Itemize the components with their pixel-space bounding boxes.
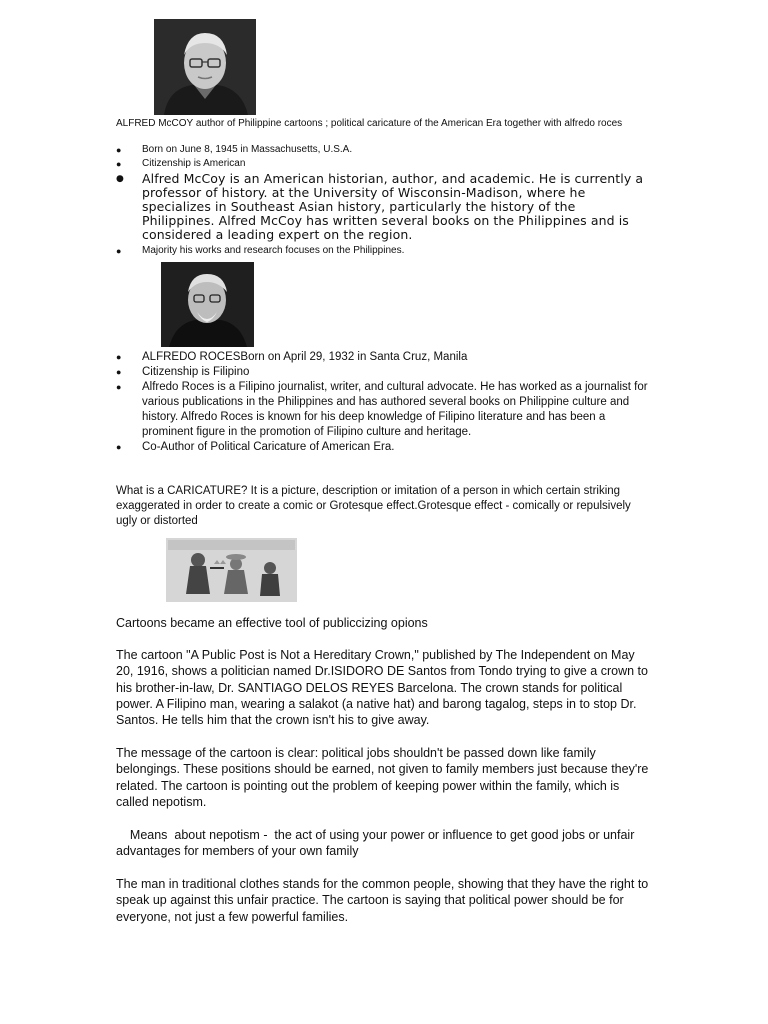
list-item: ● Co-Author of Political Caricature of American Era. [116,440,652,455]
list-item: ● ALFREDO ROCESBorn on April 29, 1932 in Santa Cruz, Manila [116,350,652,365]
list-item: ● Alfred McCoy is an American historian, author, and academic. He is currently a professor of history. at the University of Wisconsin-Madison, where he specializes in Southeast Asian history, particularly the history of the Philippines. Alfred McCoy has written several books on the Philippines and is considered a leading expert on the region. [116,172,646,242]
cartoon-image [166,538,297,602]
list-item: ● Majority his works and research focuses on the Philippines. [116,245,646,257]
cartoon-paragraph: The message of the cartoon is clear: political jobs shouldn't be passed down like family belongings. These positions should be earned, not given to family members just because they're related. The cartoon is pointing out the problem of keeping power within the family, which is called nepotism. [116,746,649,809]
caricature-definition: What is a CARICATURE? It is a picture, description or imitation of a person in which certain striking exaggerated in order to create a comic or Grotesque effect.Grotesque effect - comically or repulsively ugly or distorted [116,485,631,527]
nepotism-definition: Means about nepotism - the act of using your power or influence to get good jobs or unfair advantages for members of your own family [116,828,638,859]
cartoon-caption: Cartoons became an effective tool of publiccizing opions [116,616,428,630]
mccoy-photo [154,19,256,115]
cartoon-paragraph: The cartoon "A Public Post is Not a Hereditary Crown," published by The Independent on May 20, 1916, shows a politician named Dr.ISIDORO DE Santos from Tondo trying to give a crown to his brother-in-law, Dr. SANTIAGO DELOS REYES Barcelona. The crown stands for political power. A Filipino man, wearing a salakot (a native hat) and barong tagalog, steps in to stop Dr. Santos. He tells him that the crown isn't his to give away. [116,648,648,728]
list-item: ● Alfredo Roces is a Filipino journalist, writer, and cultural advocate. He has worked as a journalist for various publications in the Philippines and has authored several books on Philippine culture and history. Alfredo Roces is known for his deep knowledge of Filipino literature and has been a prominent figure in the promotion of Filipino culture and heritage. [116,380,652,440]
cartoon-paragraph: The man in traditional clothes stands for the common people, showing that they have the right to speak up against this unfair practice. The cartoon is saying that political power should be for everyone, not just a few powerful families. [116,877,649,924]
list-item: ● Born on June 8, 1945 in Massachusetts, U.S.A. [116,144,646,156]
list-item: ● Citizenship is American [116,158,646,170]
roces-photo [161,262,254,347]
roces-bullets [116,350,652,455]
list-item: ● Citizenship is Filipino [116,365,652,380]
mccoy-caption: ALFRED McCOY author of Philippine cartoons ; political caricature of the American Era together with alfredo roces [116,118,623,129]
mccoy-bullets [116,144,646,257]
